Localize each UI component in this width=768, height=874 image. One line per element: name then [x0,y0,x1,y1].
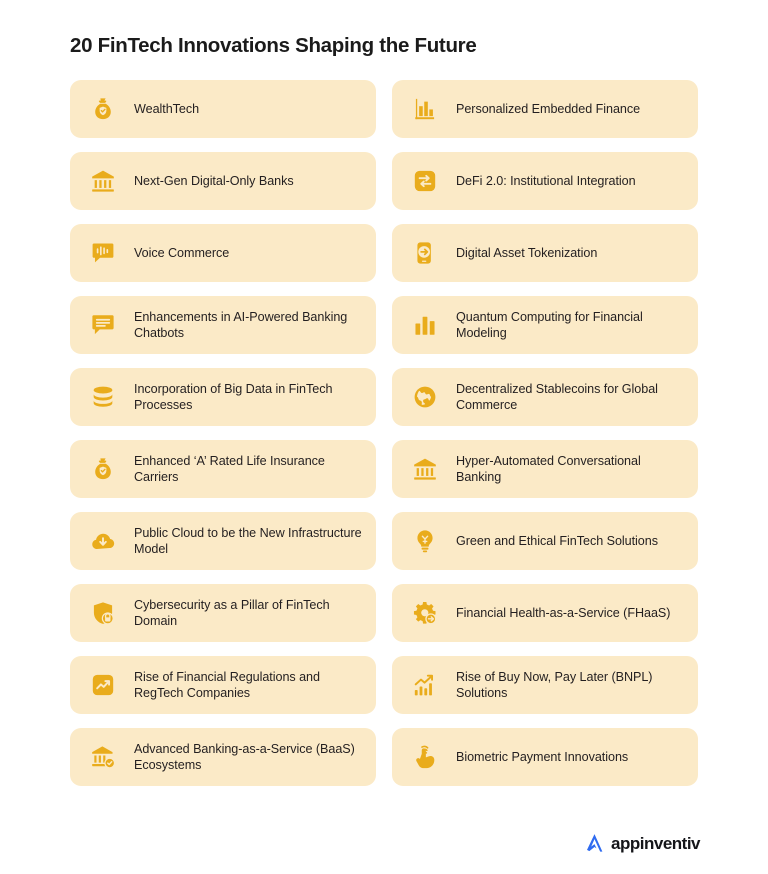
innovation-card-label: Green and Ethical FinTech Solutions [456,533,658,548]
innovation-card-grid [70,80,698,786]
lightbulb-icon [408,524,442,558]
innovation-card-label: Financial Health-as-a-Service (FHaaS) [456,605,671,620]
innovation-card[interactable] [70,584,376,642]
innovation-card-label: Voice Commerce [134,245,230,260]
innovation-card-label: WealthTech [134,101,200,116]
cloud-download-icon [86,524,120,558]
bar-chart-solid-icon [408,308,442,342]
innovation-card[interactable] [70,728,376,786]
innovation-card-label: Next-Gen Digital-Only Banks [134,173,294,188]
innovation-card-label: Digital Asset Tokenization [456,245,598,260]
exchange-arrows-icon [408,164,442,198]
innovation-card[interactable] [70,512,376,570]
chat-bubble-lines-icon [86,308,120,342]
innovation-card[interactable] [392,440,698,498]
fingerprint-touch-icon [408,740,442,774]
innovation-card-label: Enhanced ‘A’ Rated Life Insurance Carriers [134,453,325,484]
bank-building-icon [408,452,442,486]
money-bag-shield-icon [86,92,120,126]
money-bag-shield-icon [86,452,120,486]
bank-verified-icon [86,740,120,774]
innovation-card[interactable] [392,512,698,570]
brand-name: appinventiv [611,834,700,853]
innovation-card[interactable] [392,584,698,642]
brand-logo [582,831,700,856]
mobile-share-icon [408,236,442,270]
innovation-card-label: DeFi 2.0: Institutional Integration [456,173,636,188]
growth-chart-icon [408,668,442,702]
innovation-card[interactable] [70,152,376,210]
innovation-card-label: Cybersecurity as a Pillar of FinTech Domain [134,597,330,628]
bank-building-icon [86,164,120,198]
innovation-card[interactable] [70,296,376,354]
bar-chart-icon [408,92,442,126]
innovation-card-label: Decentralized Stablecoins for Global Commerce [456,381,658,412]
innovation-card[interactable] [392,656,698,714]
database-stack-icon [86,380,120,414]
innovation-card[interactable] [392,296,698,354]
page-title: 20 FinTech Innovations Shaping the Future [70,34,477,57]
innovation-card-label: Quantum Computing for Financial Modeling [456,309,643,340]
innovation-card-label: Enhancements in AI-Powered Banking Chatbots [134,309,348,340]
shield-lock-icon [86,596,120,630]
innovation-card[interactable] [70,224,376,282]
innovation-card-label: Public Cloud to be the New Infrastructure Model [134,525,362,556]
appinventiv-a-mark-icon [582,831,607,856]
innovation-card[interactable] [70,656,376,714]
innovation-card-label: Rise of Financial Regulations and RegTech Companies [134,669,320,700]
innovation-card-label: Hyper-Automated Conversational Banking [456,453,641,484]
innovation-card[interactable] [392,80,698,138]
globe-icon [408,380,442,414]
innovation-card-label: Personalized Embedded Finance [456,101,641,116]
innovation-card[interactable] [70,440,376,498]
innovation-card-label: Rise of Buy Now, Pay Later (BNPL) Solutions [456,669,653,700]
voice-chat-bubble-icon [86,236,120,270]
trend-square-icon [86,668,120,702]
innovation-card-label: Incorporation of Big Data in FinTech Processes [134,381,333,412]
innovation-card[interactable] [392,224,698,282]
innovation-card[interactable] [392,368,698,426]
innovation-card[interactable] [392,728,698,786]
innovation-card[interactable] [70,80,376,138]
gear-arrow-icon [408,596,442,630]
innovation-card[interactable] [70,368,376,426]
innovation-card[interactable] [392,152,698,210]
innovation-card-label: Advanced Banking-as-a-Service (BaaS) Ecosystems [134,741,355,772]
innovation-card-label: Biometric Payment Innovations [456,749,629,764]
